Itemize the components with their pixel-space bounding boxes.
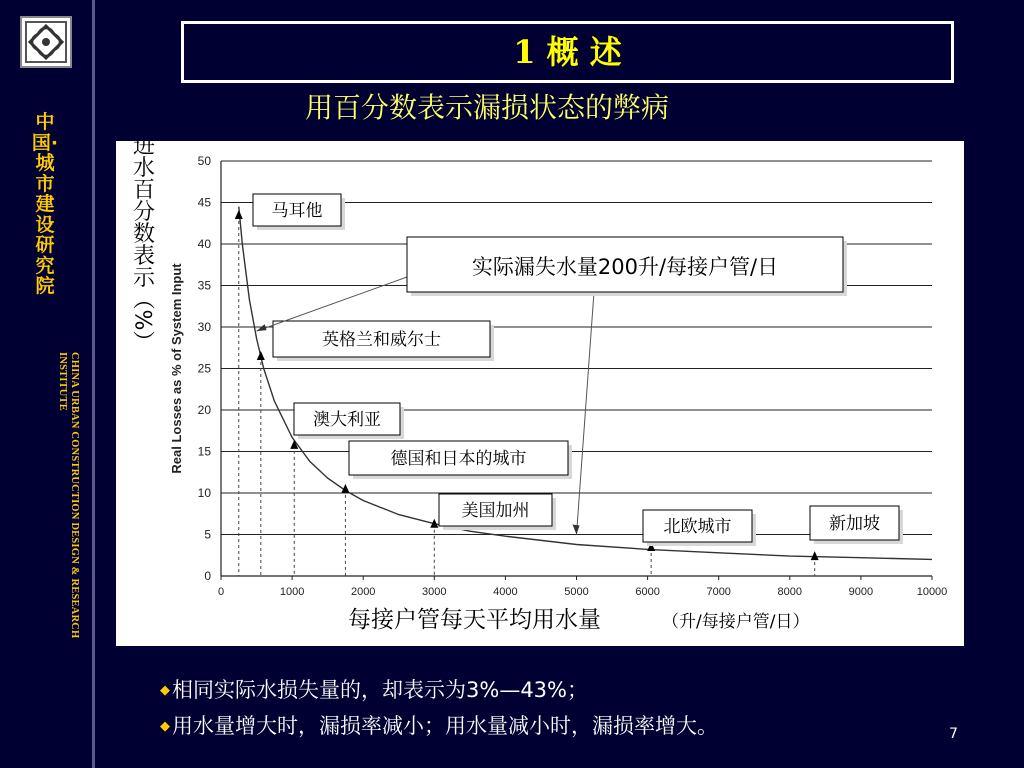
- bullet-1: [160, 676, 588, 705]
- curve-label: 实际漏失水量200升/每接户管/日: [471, 255, 779, 279]
- x-tick-label: 2000: [350, 586, 376, 598]
- y-tick-label: 5: [204, 527, 211, 542]
- page-number: 7: [949, 726, 958, 742]
- country-label: 马耳他: [271, 201, 323, 221]
- callout-arrowhead: [573, 525, 580, 535]
- slide-title: 1 概 述: [181, 21, 954, 83]
- leakage-chart: [116, 141, 964, 646]
- y-axis-label-cn: 漏损率以进水百分数表示（%）: [129, 141, 155, 353]
- y-axis-label-en: Real Losses as % of System Input: [169, 263, 184, 474]
- institute-logo-icon: [20, 16, 72, 68]
- org-name-cn: 中国·城市建设研究院: [31, 111, 59, 297]
- x-tick-label: 5000: [564, 586, 589, 598]
- country-label: 英格兰和威尔士: [322, 330, 441, 350]
- y-tick-label: 15: [197, 444, 211, 459]
- y-tick-label: 10: [197, 486, 211, 500]
- bullet-diamond-icon: ◆: [160, 683, 170, 698]
- data-point-marker: [811, 551, 819, 560]
- x-tick-label: 1000: [279, 586, 305, 598]
- callout-arrowhead: [257, 324, 267, 331]
- country-label: 美国加州: [461, 501, 530, 521]
- sidebar: [0, 0, 92, 768]
- x-tick-label: 4000: [493, 586, 518, 598]
- country-label: 北欧城市: [663, 517, 732, 537]
- x-axis-label-cn: 每接户管每天平均用水量: [348, 607, 601, 633]
- y-tick-label: 50: [197, 154, 211, 168]
- chart-panel: [116, 141, 964, 646]
- x-tick-label: 8000: [777, 586, 803, 598]
- bullet-diamond-icon: ◆: [160, 719, 170, 734]
- x-tick-label: 0: [217, 586, 225, 598]
- x-tick-label: 6000: [635, 586, 660, 598]
- x-tick-label: 3000: [422, 586, 447, 598]
- x-tick-label: 9000: [848, 586, 874, 598]
- country-label: 澳大利亚: [313, 410, 381, 430]
- y-tick-label: 35: [197, 278, 211, 293]
- country-label: 新加坡: [829, 514, 880, 534]
- y-tick-label: 0: [204, 569, 211, 583]
- bullet-text: 相同实际水损失量的，却表示为3%—43%；: [172, 678, 588, 702]
- sidebar-divider: [92, 0, 95, 768]
- y-tick-label: 45: [197, 195, 211, 210]
- x-axis-unit-cn: （升/每接户管/日）: [662, 612, 810, 632]
- country-label: 德国和日本的城市: [390, 449, 527, 469]
- slide-subtitle: 用百分数表示漏损状态的弊病: [304, 91, 669, 124]
- y-tick-label: 40: [197, 237, 211, 251]
- org-name-en: CHINA URBAN CONSTRUCTION DESIGN & RESEARCH INSTITUTE: [57, 352, 80, 639]
- bullet-2: [160, 712, 718, 741]
- bullet-text: 用水量增大时，漏损率减小；用水量减小时，漏损率增大。: [172, 714, 718, 738]
- x-tick-label: 7000: [706, 586, 731, 598]
- x-tick-label: 10000: [916, 586, 948, 598]
- y-tick-label: 25: [197, 361, 211, 376]
- data-point-marker: [257, 351, 265, 360]
- data-point-marker: [235, 210, 243, 219]
- y-tick-label: 30: [197, 320, 211, 334]
- callout-pointer: [577, 292, 595, 535]
- y-tick-label: 20: [197, 403, 211, 417]
